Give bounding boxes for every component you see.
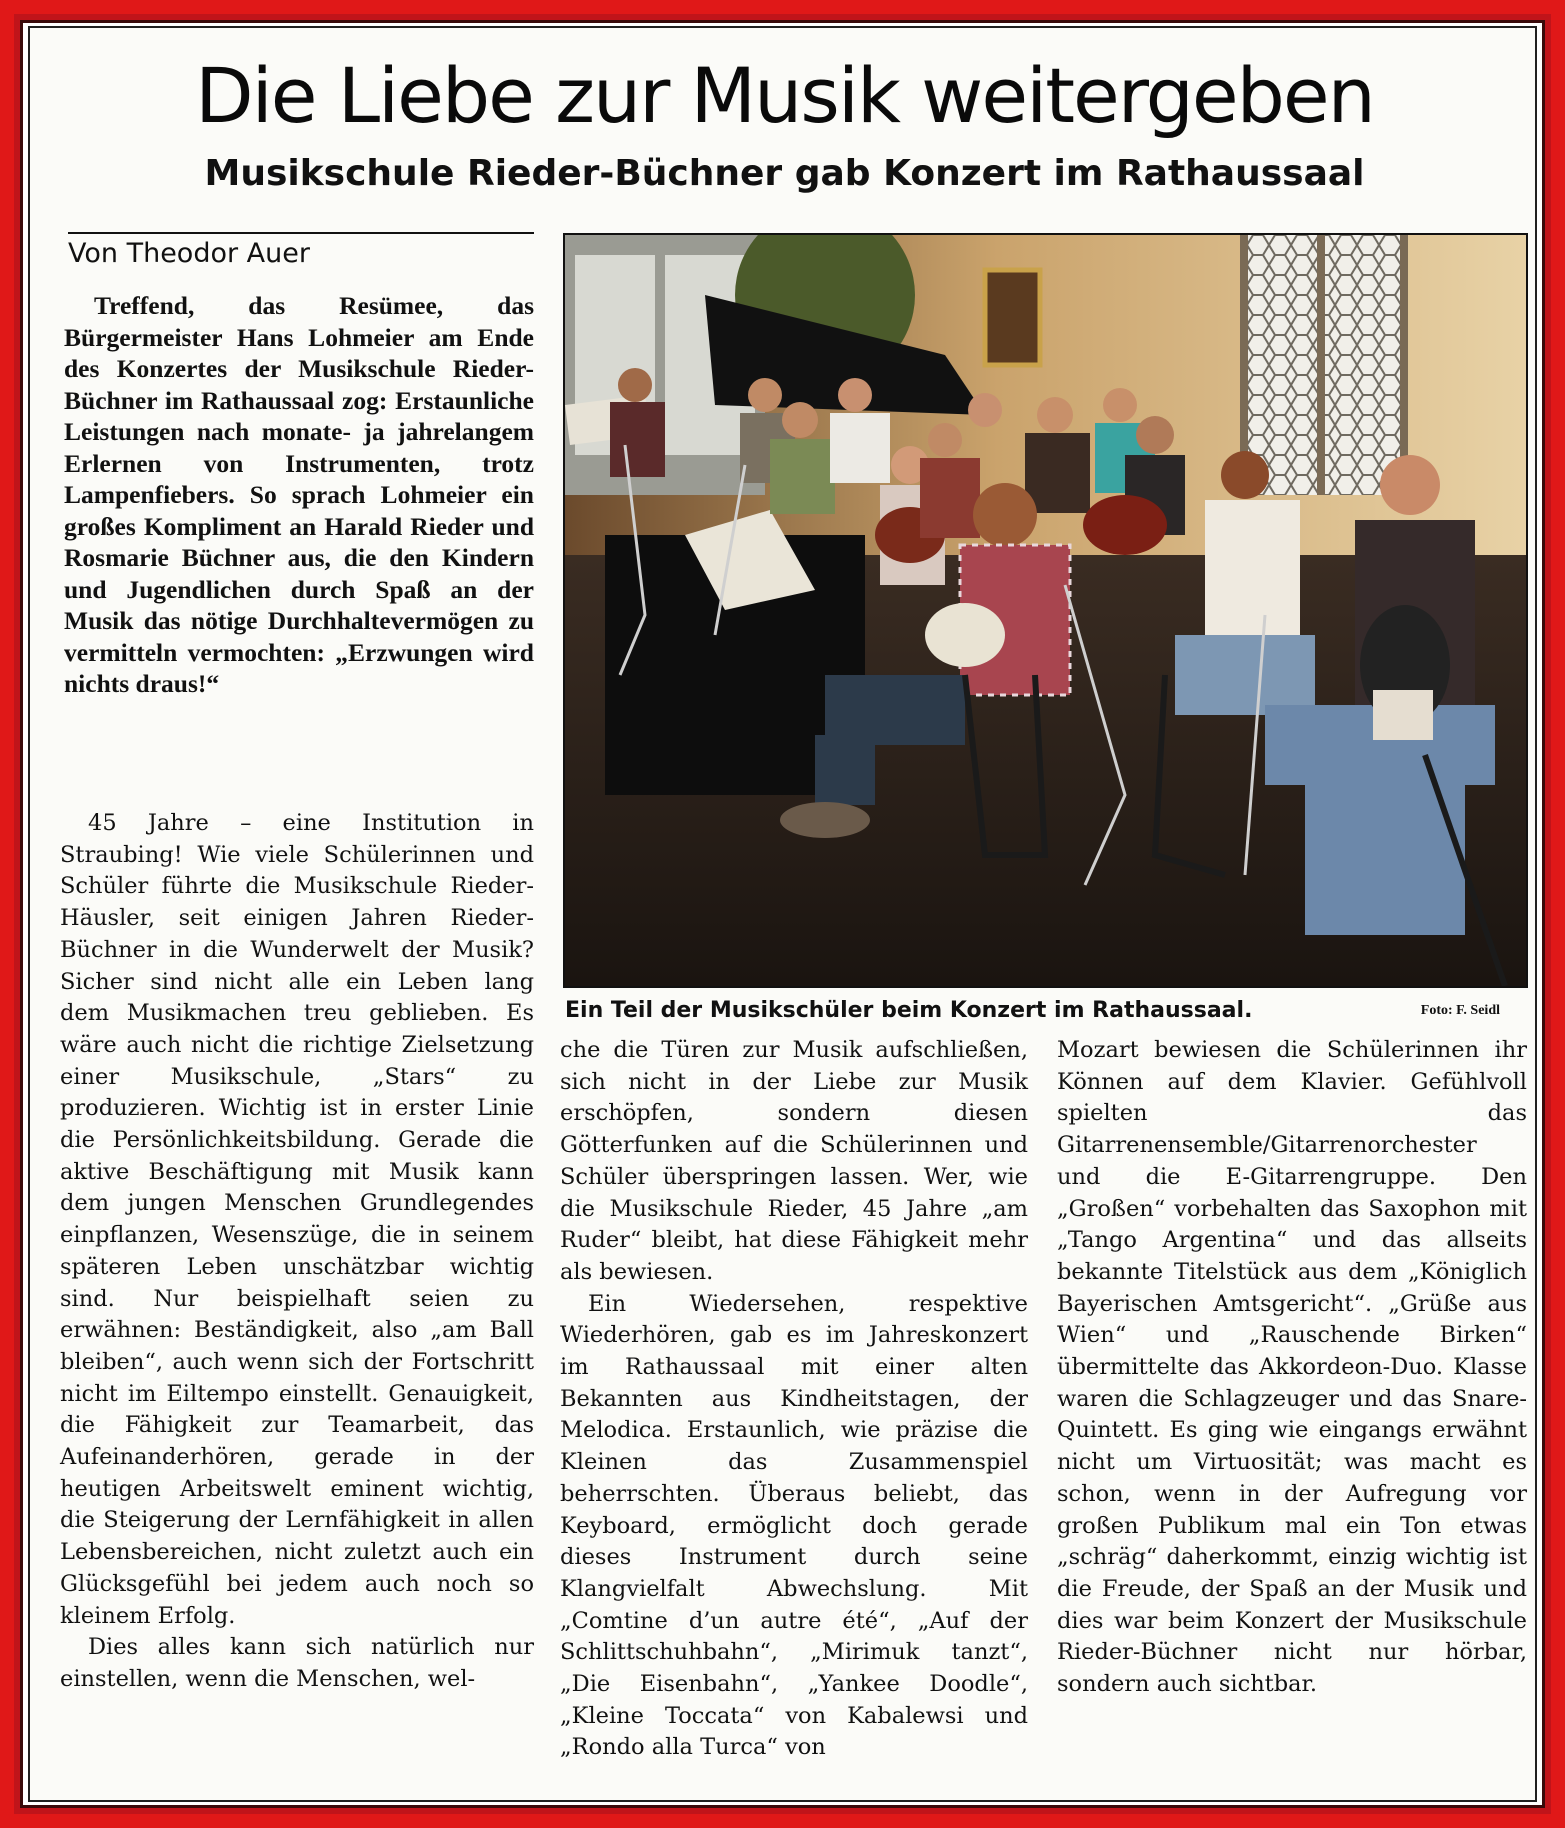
subheadline: Musikschule Rieder-Büchner gab Konzert im Rathaussaal bbox=[204, 153, 1365, 194]
body-paragraph: Mozart bewiesen die Schülerinnen ihr Können auf dem Klavier. Gefühlvoll spielten das Gitarrenensemble/Gitarrenorchester und die E-Gitarrengruppe. Den „Großen“ vorbehalten das Saxophon mit „Tango Argentina“ und das allseits bekannte Titelstück aus dem „Königlich Bayerischen Amtsgericht“. „Grüße aus Wien“ und „Rauschende Birken“ übermittelte das Akkordeon-Duo. Klasse waren die Schlagzeuger und das Snare-Quintett. Es ging wie eingangs erwähnt nicht um Virtuosität; was macht es schon, wenn in der Aufregung vor großen Publikum mal ein Ton etwas „schräg“ daherkommt, einzig wichtig ist die Freude, der Spaß an der Musik und dies war beim Konzert der Musikschule Rieder-Büchner nicht nur hörbar, sondern auch sichtbar. bbox=[1057, 1037, 1527, 1698]
body-column-2 bbox=[560, 1035, 1028, 1764]
concert-photo-illustration bbox=[565, 235, 1526, 986]
wall-painting bbox=[985, 270, 1040, 365]
body-paragraph: Dies alles kann sich natürlich nur einstellen, wenn die Menschen, wel- bbox=[60, 1634, 534, 1692]
lead-paragraph: Treffend, das Resümee, das Bürgermeister Hans Lohmeier am Ende des Konzertes der Musikschule Rieder-Büchner im Rathaussaal zog: Erstaunliche Leistungen nach monate- ja jahrelangem Erlernen von Instrumenten, trotz Lampenfiebers. So sprach Lohmeier ein großes Kompliment an Harald Rieder und Rosmarie Büchner aus, die den Kindern und Jugendlichen durch Spaß an der Musik das nötige Durchhaltevermögen zu vermitteln vermochten: „Erzwungen wird nichts draus!“ bbox=[64, 291, 534, 698]
body-paragraph: 45 Jahre – eine Institution in Straubing! Wie viele Schülerinnen und Schüler führte die Musikschule Rieder-Häusler, seit einigen Jahren Rieder-Büchner in die Wunderwelt der Musik? Sicher sind nicht alle ein Leben lang dem Musikmachen treu geblieben. Es wäre auch nicht die richtige Zielsetzung einer Musikschule, „Stars“ zu produzieren. Wichtig ist in erster Linie die Persönlichkeitsbildung. Gerade die aktive Beschäftigung mit Musik kann dem jungen Menschen Grundlegendes einpflanzen, Wesenszüge, die in seinem späteren Leben unschätzbar wichtig sind. Nur beispielhaft seien zu erwähnen: Beständigkeit, also „am Ball bleiben“, auch wenn sich der Fortschritt nicht im Eiltempo einstellt. Genauigkeit, die Fähigkeit zur Teamarbeit, das Aufeinanderhören, gerade in der heutigen Arbeitswelt eminent wichtig, die Steigerung der Lernfähigkeit in allen Lebensbereichen, nicht zuletzt auch ein Glücksgefühl bei jedem auch noch so kleinem Erfolg. bbox=[60, 810, 534, 1629]
byline: Von Theodor Auer bbox=[68, 238, 310, 269]
body-column-3 bbox=[1057, 1035, 1527, 1701]
body-paragraph: che die Türen zur Musik aufschließen, sich nicht in der Liebe zur Musik erschöpfen, sondern diesen Götterfunken auf die Schülerinnen und Schüler überspringen lassen. Wer, wie die Musikschule Rieder, 45 Jahre „am Ruder“ bleibt, hat diese Fähigkeit mehr als bewiesen. bbox=[560, 1037, 1028, 1285]
byline-rule bbox=[68, 232, 534, 234]
photo-credit: Foto: F. Seidl bbox=[1420, 1003, 1500, 1018]
photo-caption: Ein Teil der Musikschüler beim Konzert im Rathaussaal. bbox=[565, 998, 1253, 1023]
body-paragraph: Ein Wiedersehen, respektive Wiederhören, gab es im Jahreskonzert im Rathaussaal mit einer alten Bekannten aus Kindheitstagen, der Melodica. Erstaunlich, wie präzise die Kleinen das Zusammenspiel beherrschten. Überaus beliebt, das Keyboard, ermöglicht doch gerade dieses Instrument durch seine Klangvielfalt Abwechslung. Mit „Comtine d’un autre été“, „Auf der Schlittschuhbahn“, „Mirimuk tanzt“, „Die Eisenbahn“, „Yankee Doodle“, „Kleine Toccata“ von Kabalewsi und „Rondo alla Turca“ von bbox=[560, 1290, 1028, 1761]
newspaper-clipping bbox=[28, 26, 1537, 1802]
body-column-1 bbox=[60, 808, 534, 1696]
headline: Die Liebe zur Musik weitergeben bbox=[195, 51, 1374, 140]
concert-photo bbox=[563, 233, 1528, 988]
